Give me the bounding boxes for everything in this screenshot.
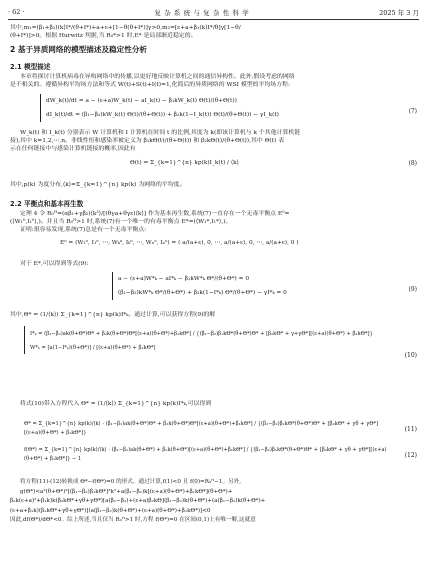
paragraph-line: 是不相关的。遵循异构平均场方法和等式 W(t)+S(t)+I(t)=1,化简后的异质网络的 WSI 模型的平均场方程:	[10, 82, 290, 89]
variables-paragraph	[10, 129, 417, 154]
equation-9	[112, 272, 367, 300]
equation-number: (11)	[404, 426, 417, 433]
equation-number: (12)	[404, 452, 417, 459]
running-header	[8, 5, 419, 20]
equation-number: (7)	[408, 108, 417, 115]
paragraph-line: 定理 4 令 R₀ᴴ=(αβ₁+γβ₂)⟨k²⟩/[(θγa+θγε)⟨k⟩] 作为基本再生数,系统(7)一直存在一个无毒平衡点 E⁰=	[20, 211, 290, 217]
paragraph-line: 接),其中 k=1,2,⋯,n。非线性恒和感染率被定义为 β₁kΘ(t)/(θ+Θ(t)) 和 β₂kΘ(t)/(θ+Θ(t)),其中 Θ(t) 表	[10, 138, 285, 145]
paragraph-line: β₂k(ε+a)²+β₁k)k(β₂kΘ*+γθ+γΘ*)[a(β₁−β₂)+(ε+a)β₂kΘ](β₁−β₂)k(θ+Θ*)+(a(β₁−β₂)k(θ+Θ*)+	[10, 498, 266, 505]
journal-name: 复 杂 系 统 与 复 杂 性 科 学	[154, 8, 250, 17]
paragraph-line: 本章将探讨计算机病毒在异构网络中的传播,以更好地反映计算机之间的通信异构性。此外,假设考虑的网络	[20, 74, 295, 80]
equation-number: (9)	[408, 286, 417, 293]
subsection-title: 2.2 平衡点和基本再生数	[10, 200, 84, 208]
equation-12: f(Θ*) = Σ_{k=1}^{n} kp(k)/⟨k⟩ · (β₁−β₂)ak(θ+Θ*) + β₂k(θ+Θ*)[(ε+a)(θ+Θ*)+β₁kΘ*] / {(β₁−β₂)β₁kΘ*(θ+Θ*)Θ* + [β₂kΘ* + γθ + γΘ*][(ε+a)(θ+Θ*) + β₁kΘ*]} − 1	[24, 447, 387, 462]
issue-date: 2025 年 3 月	[379, 8, 419, 17]
intro-line: (θ+I*)]>0。根据 Hurwitz 判据,当 R₀*>1 时,E* 是局部渐近稳定的。	[10, 33, 197, 40]
page-number: · 62 ·	[8, 8, 25, 16]
solution-paragraph: 其中,Θ* = (1/⟨k⟩) Σ_{k=1}^{n} kp(k)I*ₖ。通过计算,可以获得方程(9)的解	[10, 312, 216, 318]
estar-paragraph: 对于 E*,可以得到等式(9):	[20, 261, 89, 267]
equation-8: Θ(t) = Σ_{k=1}^{n} kp(k)I_k(t) / ⟨k⟩	[130, 160, 239, 166]
intro-line: 其中,m₁=(β₁+β₂)(k⟩I*/(θ+I*)+a+ε+[1−θ(θ+I*)]γ>0,m₂=[ε+a+β₁(k⟩I*/θ]γ[1−θ/	[10, 25, 241, 31]
intro-text	[10, 24, 417, 40]
degree-paragraph: 其中,p(k) 为度分布,⟨k⟩=Σ_{k=1}^{n} kp(k) 为网络的平均度。	[10, 182, 186, 188]
equation-line: (β₁−β₂)kW*ₖ Θ*/(θ+Θ*) + β₂k(1−I*ₖ) Θ*/(θ+Θ*) − γI*ₖ = 0	[118, 290, 287, 296]
substitution-paragraph: 将式(10)带入方程代入 Θ* = (1/⟨k⟩) Σ_{k=1}^{n} kp(k)I*ₖ,可以得到	[20, 401, 212, 407]
equation-11: Θ* = Σ_{k=1}^{n} kp(k)/⟨k⟩ · (β₁−β₂)ak(θ+Θ*)Θ* + β₂k(θ+Θ*)Θ*[(ε+a)(θ+Θ*)+β₁kΘ*] / {(β₁−β₂)β₁kΘ*(θ+Θ*)Θ* + [β₂kΘ* + γθ + γΘ*][(ε+a)(θ+Θ*) + β₁kΘ*]}	[24, 421, 379, 436]
paragraph-line: 示在任何链接中与感染计算机链接的概率,因此有	[10, 146, 136, 153]
equation-number: (10)	[404, 352, 417, 359]
equation-10	[24, 326, 391, 354]
theorem-paragraph	[10, 210, 417, 235]
section-title: 2 基于异质网络的模型描述及稳定性分析	[10, 45, 148, 54]
equation-e0: E⁰ = (W₁⁰, I₁⁰, ⋯, Wₖ⁰, Iₖ⁰, ⋯, Wₙ⁰, Iₙ⁰) = ( a/(a+ε), 0, ⋯, a/(a+ε), 0, ⋯, a/(a+ε), 0 )	[60, 240, 299, 246]
paragraph-line: 将方程(11)-(12)转换成 Θ*−f(Θ*)=0 的形式。通过计算,f(1)<0 且 f(0)=R₀ᴴ−1。另外,	[20, 479, 242, 485]
paragraph-line: 因此,df(Θ*)/dΘ*<0。综上所述,当且仅当 R₀ᴴ>1 时,方程 f(Θ*)=0 在区间(0,1)上有唯一解,这就意	[10, 517, 256, 524]
paragraph-line: g(Θ*)<a²(θ+Θ*)²[(β₁−β₂)β₁kΘ*]³k²+a(β₁−β₂)k[(ε+a)(θ+Θ*)+β₁kΘ*](θ+Θ*)+	[20, 488, 233, 495]
equation-line: W*ₖ = [a(1−I*ₖ)(θ+Θ*)] / [(ε+a)(θ+Θ*) + β₁kΘ*]	[30, 345, 156, 351]
equation-7	[40, 94, 387, 122]
equation-line: a − (ε+a)W*ₖ − aI*ₖ − β₁kW*ₖ Θ*/(θ+Θ*) = 0	[118, 276, 250, 282]
paragraph-line: (ε+a+β₁k)(β₂kΘ*+γθ+γΘ*)](a(β₁−β₂)k(θ+Θ*)+(ε+a)(θ+Θ*)+β₁kΘ*)]<0	[10, 507, 211, 514]
equation-line: dW_k(t)/dt = a − (ε+a)W_k(t) − aI_k(t) − β₁kW_k(t) Θ(t)/(θ+Θ(t))	[46, 98, 237, 104]
equation-line: I*ₖ = (β₁−β₂)ak(θ+Θ*)Θ* + β₂k(θ+Θ*)Θ*[(ε+a)(θ+Θ*)+β₁kΘ*] / {(β₁−β₂)β₁kΘ*(θ+Θ*)Θ* + [β₂kΘ* + γ+γΘ*][(ε+a)(θ+Θ*) + β₁kΘ*]}	[30, 331, 373, 337]
subsection-title: 2.1 模型描述	[10, 63, 51, 71]
paragraph-line: W_k(t) 和 I_k(t) 分别表示 W 计算机和 I 计算机在时间 t 的比例,其度为 k(即该计算机与 k 个其他计算机链	[20, 130, 301, 136]
equation-number: (8)	[408, 160, 417, 167]
derivative-paragraph	[10, 478, 417, 526]
paragraph-line: 证明:很容易发现,系统(7)总是有一个无毒平衡点:	[20, 227, 147, 234]
equation-line: dI_k(t)/dt = (β₁−β₂)kW_k(t) Θ(t)/(θ+Θ(t)) + β₂k(1−I_k(t)) Θ(t)/(θ+Θ(t)) − γI_k(t)	[46, 112, 279, 118]
model-description-paragraph	[10, 73, 417, 89]
paragraph-line: (⟨W₁⁰,I₁⁰⟩,)。并且当 R₀ᴴ>1 时,系统(7)有一个唯一的有毒平衡点 E*=(⟨W₁*,I₁*⟩,)。	[10, 219, 232, 226]
